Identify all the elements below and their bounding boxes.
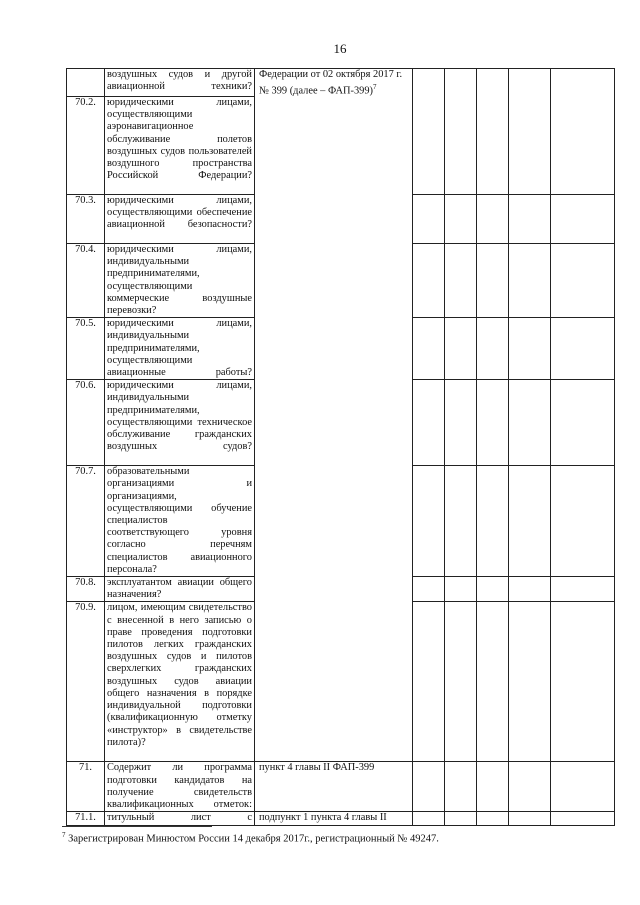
reference-cell: подпункт 1 пункта 4 главы II: [255, 812, 413, 826]
page-number: 16: [333, 41, 347, 56]
footnote-divider: [62, 826, 212, 827]
answer-cell: [445, 466, 477, 577]
answer-cell: [445, 602, 477, 762]
table-row: [67, 812, 615, 826]
reference-cell: [255, 69, 413, 762]
answer-cell: [477, 812, 509, 826]
answer-cell: [477, 69, 509, 195]
question-cell: лицом, имеющим свидетельство с внесенной в него записью о праве проведения подготовки пилотов легких гражданских воздушных судов и пилотов сверхлегких гражданских воздушных судов авиации общего назначения в порядке индивидуальной подготовки (квалификационную отметку «инструктор» в свидетельстве пилота)?: [105, 602, 255, 762]
question-cell: Содержит ли программа подготовки кандидатов на получение свидетельств квалификационных отметок:: [105, 762, 255, 812]
row-number: 70.8.: [67, 577, 105, 602]
answer-cell: [445, 195, 477, 244]
row-number: 70.7.: [67, 466, 105, 577]
answer-cell: [477, 380, 509, 466]
question-cell: юридическими лицами, осуществляющими аэронавигационное обслуживание полетов воздушных судов пользователей воздушного пространства Российской Федерации?: [105, 97, 255, 195]
answer-cell: [509, 812, 551, 826]
answer-cell: [509, 466, 551, 577]
answer-cell: [413, 602, 445, 762]
table-row: [67, 69, 615, 97]
answer-cell: [413, 69, 445, 195]
row-number: 70.4.: [67, 244, 105, 318]
answer-cell: [551, 318, 615, 380]
answer-cell: [477, 244, 509, 318]
answer-cell: [413, 577, 445, 602]
answer-cell: [413, 762, 445, 812]
reference-cell: пункт 4 главы II ФАП-399: [255, 762, 413, 812]
answer-cell: [477, 762, 509, 812]
question-cell: эксплуатантом авиации общего назначения?: [105, 577, 255, 602]
question-cell: юридическими лицами, осуществляющими обеспечение авиационной безопасности?: [105, 195, 255, 244]
answer-cell: [477, 318, 509, 380]
answer-cell: [551, 380, 615, 466]
answer-cell: [551, 762, 615, 812]
reference-text: Федерации от 02 октября 2017 г. № 399 (далее – ФАП-399): [259, 69, 403, 97]
answer-cell: [551, 69, 615, 195]
answer-cell: [477, 466, 509, 577]
answer-cell: [551, 812, 615, 826]
footnote: [62, 831, 439, 845]
answer-cell: [445, 762, 477, 812]
answer-cell: [509, 195, 551, 244]
row-number: 70.2.: [67, 97, 105, 195]
answer-cell: [509, 602, 551, 762]
answer-cell: [445, 318, 477, 380]
answer-cell: [551, 466, 615, 577]
answer-cell: [445, 244, 477, 318]
row-number: 70.6.: [67, 380, 105, 466]
answer-cell: [413, 466, 445, 577]
footnote-number: 7: [62, 831, 66, 839]
answer-cell: [551, 602, 615, 762]
answer-cell: [445, 380, 477, 466]
answer-cell: [509, 69, 551, 195]
answer-cell: [413, 812, 445, 826]
answer-cell: [509, 380, 551, 466]
answer-cell: [413, 380, 445, 466]
question-cell: юридическими лицами, индивидуальными предпринимателями, осуществляющими коммерческие воздушные перевозки?: [105, 244, 255, 318]
checklist-table: [66, 68, 615, 826]
question-cell: юридическими лицами, индивидуальными предпринимателями, осуществляющими техническое обслуживание гражданских воздушных судов?: [105, 380, 255, 466]
answer-cell: [509, 577, 551, 602]
question-cell: юридическими лицами, индивидуальными предпринимателями, осуществляющими авиационные работы?: [105, 318, 255, 380]
row-number: [67, 69, 105, 97]
question-cell: воздушных судов и другой авиационной техники?: [105, 69, 255, 97]
answer-cell: [551, 577, 615, 602]
row-number: 70.3.: [67, 195, 105, 244]
answer-cell: [413, 244, 445, 318]
answer-cell: [477, 602, 509, 762]
question-cell: образовательными организациями и организациями, осуществляющими обучение специалистов соответствующего уровня согласно перечням специалистов авиационного персонала?: [105, 466, 255, 577]
row-number: 70.5.: [67, 318, 105, 380]
answer-cell: [509, 318, 551, 380]
row-number: 71.: [67, 762, 105, 812]
footnote-text: Зарегистрирован Минюстом России 14 декабря 2017г., регистрационный № 49247.: [68, 833, 439, 845]
answer-cell: [477, 577, 509, 602]
answer-cell: [445, 577, 477, 602]
row-number: 70.9.: [67, 602, 105, 762]
footnote-marker: 7: [373, 83, 377, 92]
answer-cell: [445, 812, 477, 826]
question-cell: титульный лист с: [105, 812, 255, 826]
answer-cell: [551, 244, 615, 318]
answer-cell: [477, 195, 509, 244]
answer-cell: [509, 762, 551, 812]
answer-cell: [413, 318, 445, 380]
answer-cell: [445, 69, 477, 195]
table-row: [67, 762, 615, 812]
answer-cell: [509, 244, 551, 318]
row-number: 71.1.: [67, 812, 105, 826]
answer-cell: [413, 195, 445, 244]
answer-cell: [551, 195, 615, 244]
